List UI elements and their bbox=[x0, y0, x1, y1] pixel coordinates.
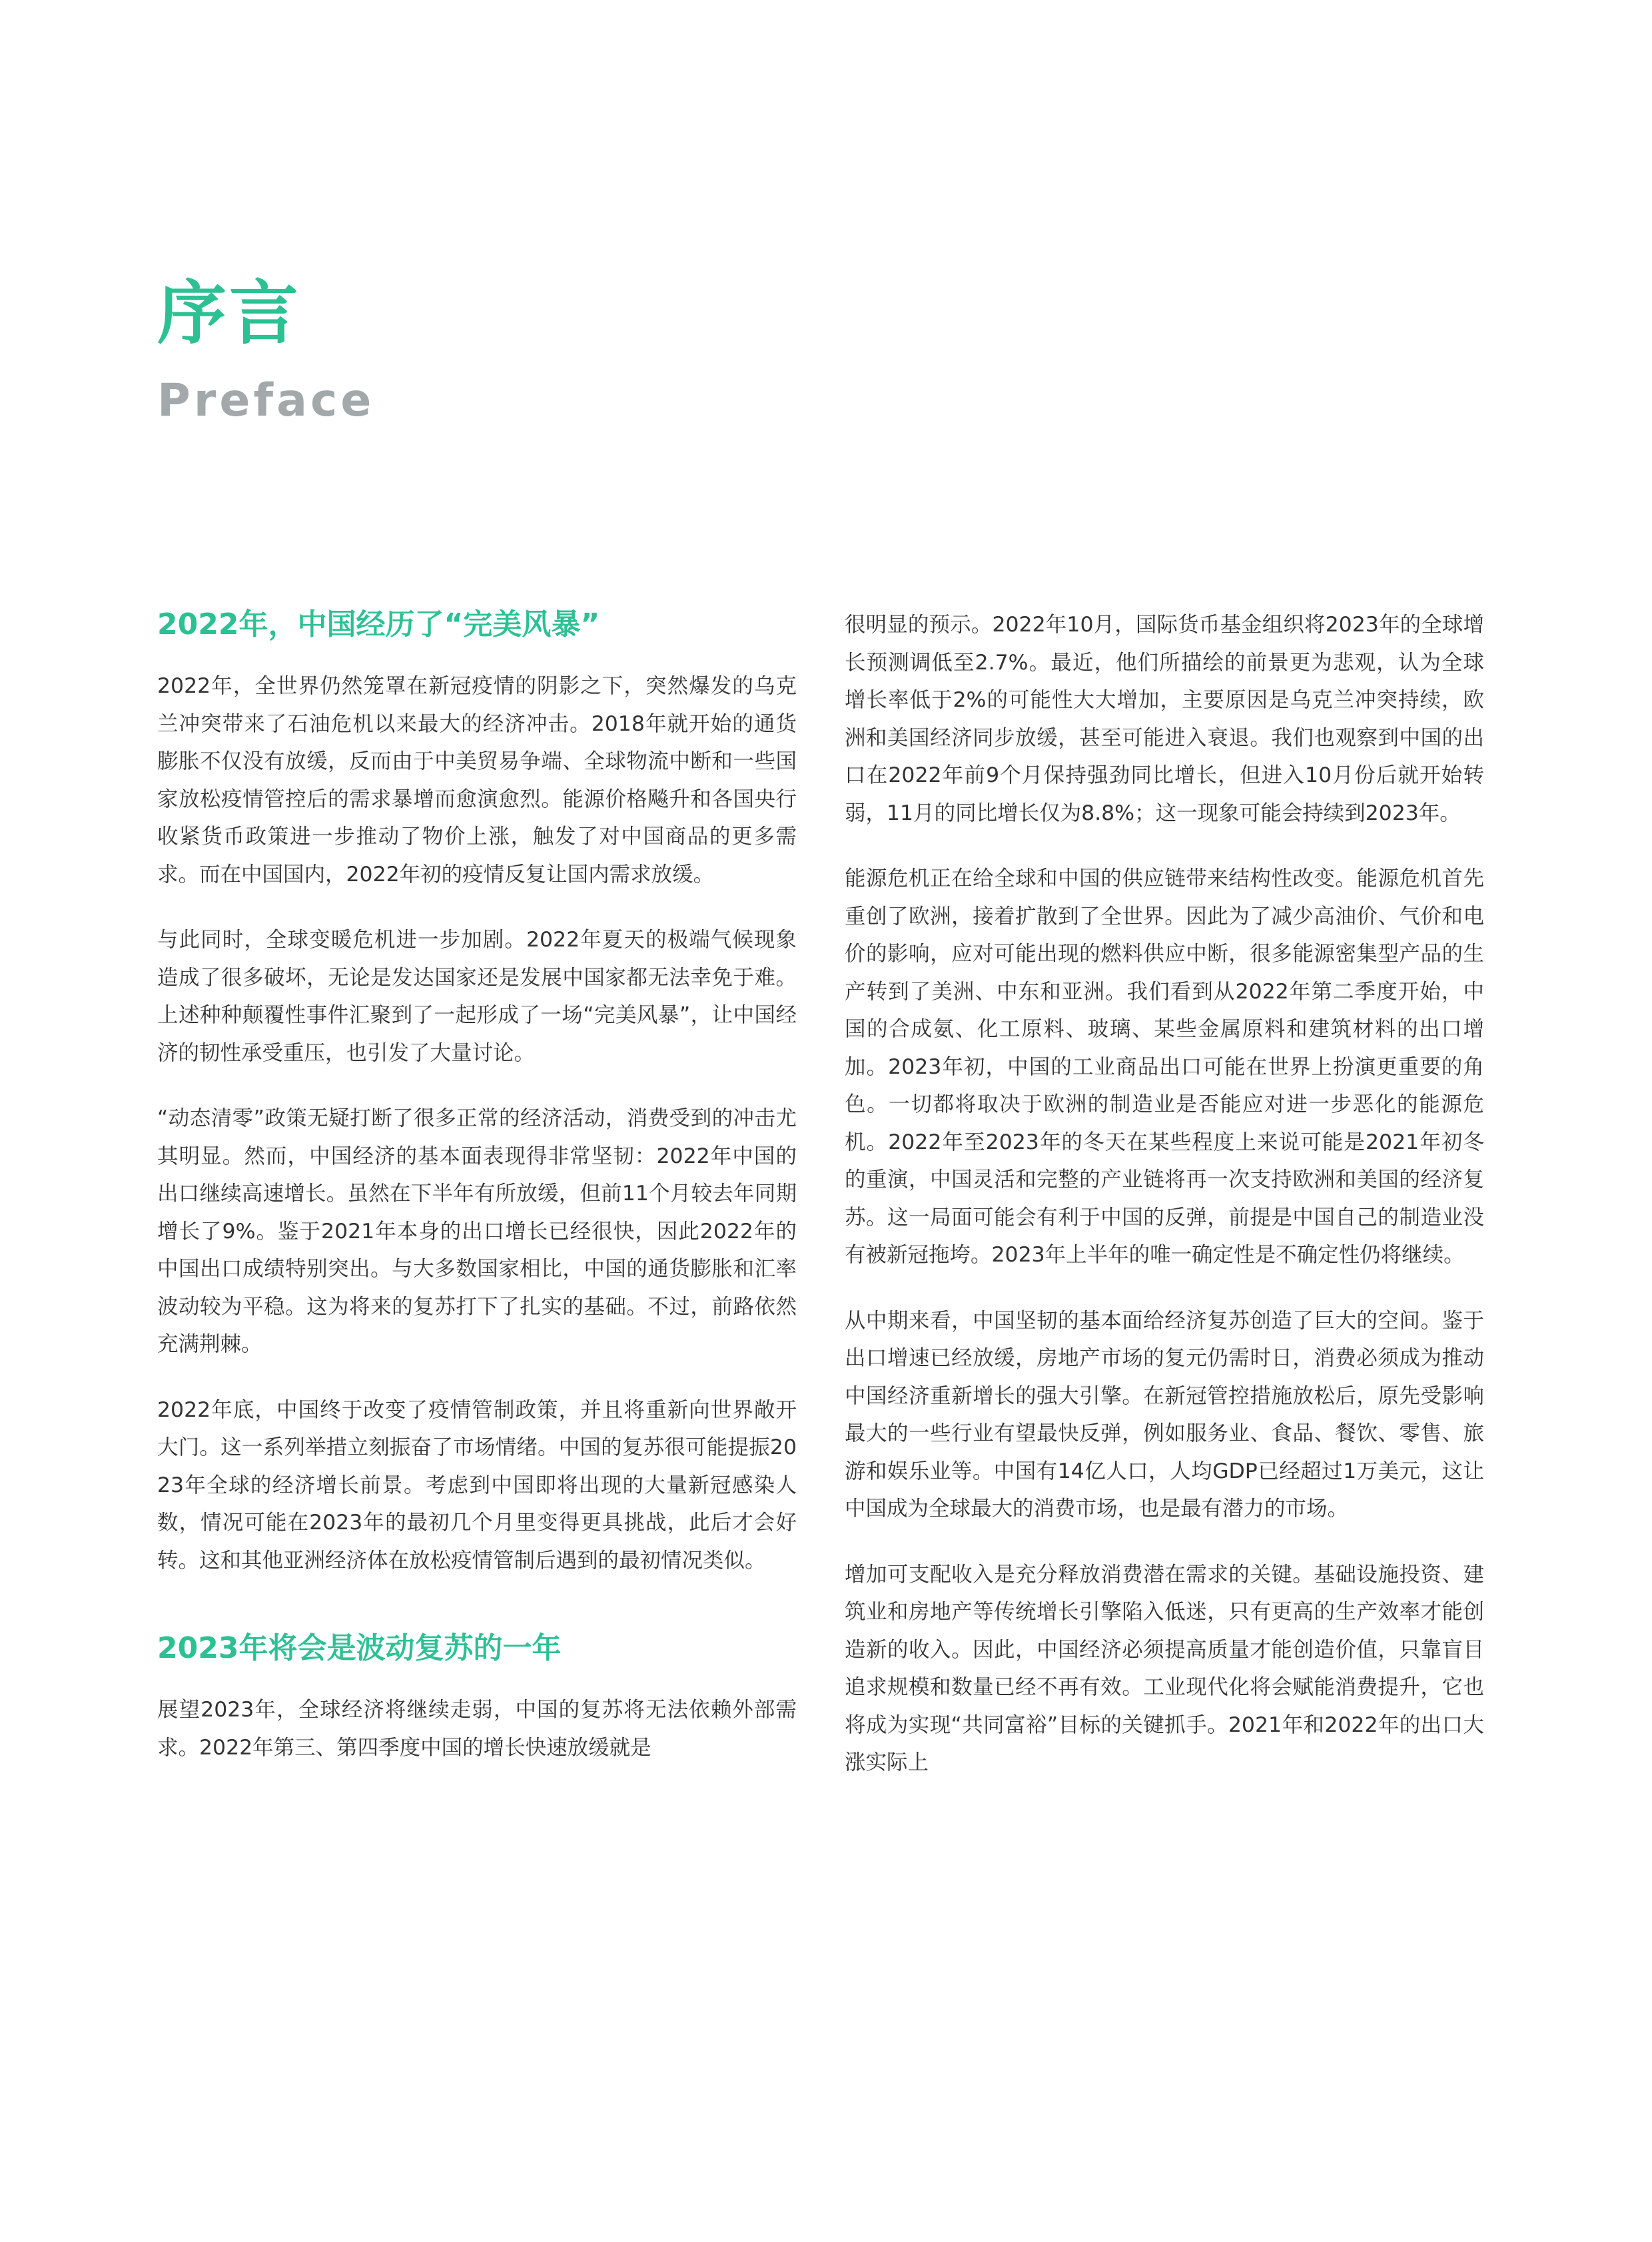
paragraph: 与此同时，全球变暖危机进一步加剧。2022年夏天的极端气候现象造成了很多破坏，无论是发达国家还是发展中国家都无法幸免于难。上述种种颠覆性事件汇聚到了一起形成了一场“完美风暴”，让中国经济的韧性承受重压，也引发了大量讨论。 bbox=[157, 928, 797, 1065]
paragraph: “动态清零”政策无疑打断了很多正常的经济活动，消费受到的冲击尤其明显。然而，中国经济的基本面表现得非常坚韧：2022年中国的出口继续高速增长。虽然在下半年有所放缓，但前11个月较去年同期增长了9%。鉴于2021年本身的出口增长已经很快，因此2022年的中国出口成绩特别突出。与大多数国家相比，中国的通货膨胀和汇率波动较为平稳。这为将来的复苏打下了扎实的基础。不过，前路依然充满荆棘。 bbox=[157, 1106, 797, 1356]
paragraph: 2022年底，中国终于改变了疫情管制政策，并且将重新向世界敞开大门。这一系列举措立刻振奋了市场情绪。中国的复苏很可能提振2023年全球的经济增长前景。考虑到中国即将出现的大量新冠感染人数，情况可能在2023年的最初几个月里变得更具挑战，此后才会好转。这和其他亚洲经济体在放松疫情管制后遇到的最初情况类似。 bbox=[157, 1397, 797, 1573]
paragraph: 能源危机正在给全球和中国的供应链带来结构性改变。能源危机首先重创了欧洲，接着扩散到了全世界。因此为了减少高油价、气价和电价的影响，应对可能出现的燃料供应中断，很多能源密集型产品的生产转到了美洲、中东和亚洲。我们看到从2022年第二季度开始，中国的合成氨、化工原料、玻璃、某些金属原料和建筑材料的出口增加。2023年初，中国的工业商品出口可能在世界上扮演更重要的角色。一切都将取决于欧洲的制造业是否能应对进一步恶化的能源危机。2022年至2023年的冬天在某些程度上来说可能是2021年初冬的重演，中国灵活和完整的产业链将再一次支持欧洲和美国的经济复苏。这一局面可能会有利于中国的反弹，前提是中国自己的制造业没有被新冠拖垮。2023年上半年的唯一确定性是不确定性仍将继续。 bbox=[845, 867, 1484, 1267]
section-heading-perfect-storm: 2022年，中国经历了“完美风暴” bbox=[157, 607, 600, 641]
paragraph: 2022年，全世界仍然笼罩在新冠疫情的阴影之下，突然爆发的乌克兰冲突带来了石油危机以来最大的经济冲击。2018年就开始的通货膨胀不仅没有放缓，反而由于中美贸易争端、全球物流中断和一些国家放松疫情管控后的需求暴增而愈演愈烈。能源价格飚升和各国央行收紧货币政策进一步推动了物价上涨，触发了对中国商品的更多需求。而在中国国内，2022年初的疫情反复让国内需求放缓。 bbox=[157, 674, 797, 887]
paragraph: 很明显的预示。2022年10月，国际货币基金组织将2023年的全球增长预测调低至2.7%。最近，他们所描绘的前景更为悲观，认为全球增长率低于2%的可能性大大增加，主要原因是乌克兰冲突持续，欧洲和美国经济同步放缓，甚至可能进入衰退。我们也观察到中国的出口在2022年前9个月保持强劲同比增长，但进入10月份后就开始转弱，11月的同比增长仅为8.8%；这一现象可能会持续到2023年。 bbox=[845, 613, 1484, 825]
right-column bbox=[845, 606, 1484, 1782]
section-heading-volatile-recovery: 2023年将会是波动复苏的一年 bbox=[157, 1631, 562, 1665]
paragraph: 增加可支配收入是充分释放消费潜在需求的关键。基础设施投资、建筑业和房地产等传统增长引擎陷入低迷，只有更高的生产效率才能创造新的收入。因此，中国经济必须提高质量才能创造价值，只靠盲目追求规模和数量已经不再有效。工业现代化将会赋能消费提升，它也将成为实现“共同富裕”目标的关键抓手。2021年和2022年的出口大涨实际上 bbox=[845, 1562, 1484, 1774]
left-column bbox=[157, 599, 797, 1766]
paragraph: 展望2023年，全球经济将继续走弱，中国的复苏将无法依赖外部需求。2022年第三、第四季度中国的增长快速放缓就是 bbox=[157, 1698, 797, 1760]
page-title: 序言 bbox=[157, 272, 302, 354]
page-subtitle: Preface bbox=[157, 374, 375, 427]
paragraph: 从中期来看，中国坚韧的基本面给经济复苏创造了巨大的空间。鉴于出口增速已经放缓，房地产市场的复元仍需时日，消费必须成为推动中国经济重新增长的强大引擎。在新冠管控措施放松后，原先受影响最大的一些行业有望最快反弹，例如服务业、食品、餐饮、零售、旅游和娱乐业等。中国有14亿人口，人均GDP已经超过1万美元，这让中国成为全球最大的消费市场，也是最有潜力的市场。 bbox=[845, 1308, 1484, 1521]
